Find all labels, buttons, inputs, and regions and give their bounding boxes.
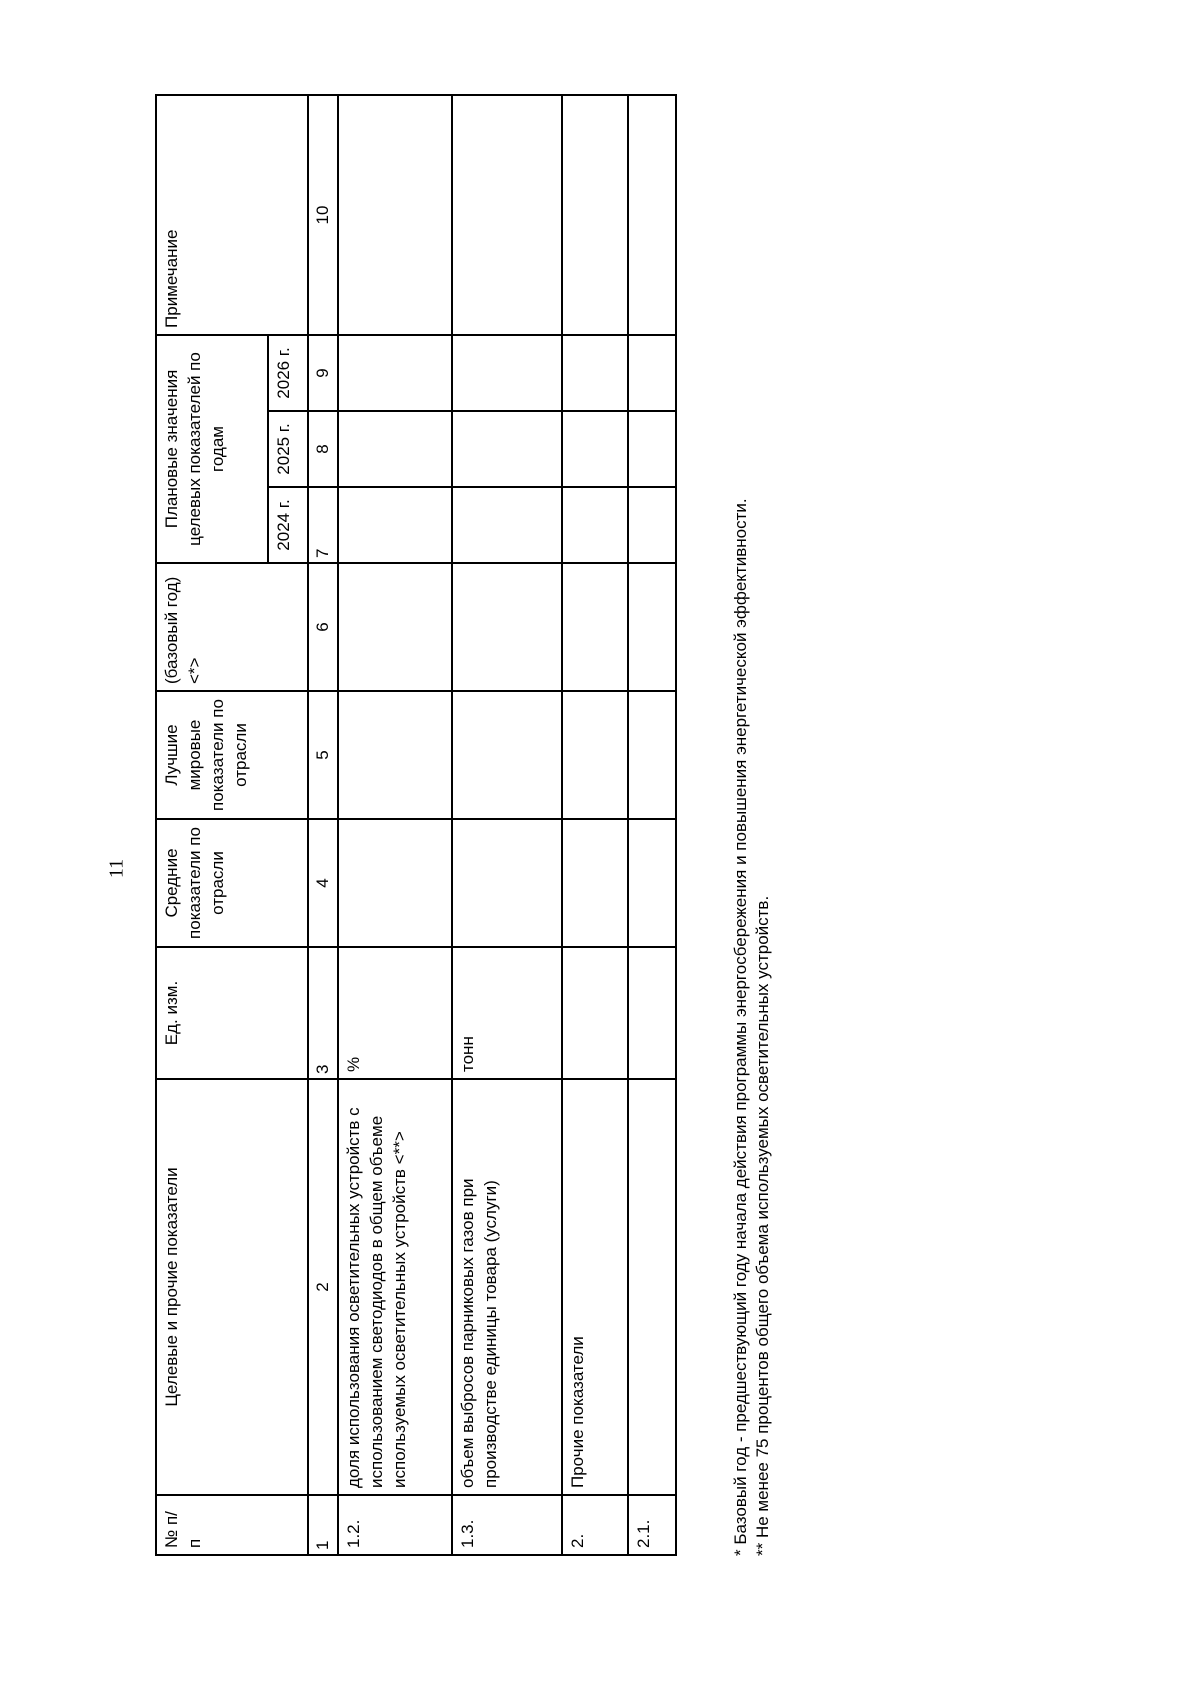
footnote-led: ** Не менее 75 процентов общего объема используемых осветительных устройств.	[753, 895, 772, 1556]
row-number: 2.	[562, 1495, 628, 1555]
col-number-5: 5	[308, 691, 338, 819]
header-average: Средние показатели по отрасли	[156, 819, 308, 947]
col-number-7: 7	[308, 487, 338, 563]
col-number-2: 2	[308, 1079, 338, 1495]
row-best-world	[338, 691, 452, 819]
row-average	[338, 819, 452, 947]
row-average	[562, 819, 628, 947]
row-number: 1.3.	[452, 1495, 562, 1555]
row-indicator: Прочие показатели	[562, 1079, 628, 1495]
page-number: 11	[105, 858, 128, 879]
header-note: Примечание	[156, 95, 308, 335]
row-base-year	[562, 563, 628, 691]
row-2026	[562, 335, 628, 411]
row-2026	[452, 335, 562, 411]
row-indicator	[628, 1079, 676, 1495]
row-best-world	[562, 691, 628, 819]
row-best-world	[452, 691, 562, 819]
header-no: № п/п	[156, 1495, 308, 1555]
col-number-10: 10	[308, 95, 338, 335]
row-unit: тонн	[452, 947, 562, 1079]
row-note	[338, 95, 452, 335]
row-average	[628, 819, 676, 947]
row-2025	[562, 411, 628, 487]
column-number-row	[308, 95, 338, 1555]
col-number-3: 3	[308, 947, 338, 1079]
footnotes	[730, 96, 774, 1556]
landscape-sheet	[155, 96, 795, 1556]
header-year-2025: 2025 г.	[268, 411, 308, 487]
row-2025	[338, 411, 452, 487]
row-indicator: объем выбросов парниковых газов при производстве единицы товара (услуги)	[452, 1079, 562, 1495]
row-base-year	[338, 563, 452, 691]
table-row	[452, 95, 562, 1555]
row-2024	[628, 487, 676, 563]
row-unit	[562, 947, 628, 1079]
row-2025	[452, 411, 562, 487]
row-indicator: доля использования осветительных устройств с использованием светодиодов в общем объеме используемых осветительных устройств <**>	[338, 1079, 452, 1495]
row-number: 1.2.	[338, 1495, 452, 1555]
row-2024	[562, 487, 628, 563]
row-base-year	[452, 563, 562, 691]
row-2026	[338, 335, 452, 411]
row-2026	[628, 335, 676, 411]
header-unit: Ед. изм.	[156, 947, 308, 1079]
header-year-2026: 2026 г.	[268, 335, 308, 411]
table-row	[338, 95, 452, 1555]
table-row	[562, 95, 628, 1555]
header-plan-values: Плановые значения целевых показателей по годам	[156, 335, 268, 563]
header-indicator: Целевые и прочие показатели	[156, 1079, 308, 1495]
indicators-table	[155, 94, 677, 1556]
row-note	[562, 95, 628, 335]
row-best-world	[628, 691, 676, 819]
row-unit: %	[338, 947, 452, 1079]
row-base-year	[628, 563, 676, 691]
row-average	[452, 819, 562, 947]
col-number-4: 4	[308, 819, 338, 947]
row-2025	[628, 411, 676, 487]
header-base-year: (базовый год) <*>	[156, 563, 308, 691]
col-number-6: 6	[308, 563, 338, 691]
col-number-9: 9	[308, 335, 338, 411]
row-2024	[452, 487, 562, 563]
header-best-world: Лучшие мировые показатели по отрасли	[156, 691, 308, 819]
row-unit	[628, 947, 676, 1079]
footnote-base-year: * Базовый год - предшествующий году начала действия программы энергосбережения и повышения энергетической эффективности.	[731, 498, 750, 1556]
table-row	[628, 95, 676, 1555]
row-number: 2.1.	[628, 1495, 676, 1555]
header-year-2024: 2024 г.	[268, 487, 308, 563]
col-number-1: 1	[308, 1495, 338, 1555]
row-note	[452, 95, 562, 335]
row-note	[628, 95, 676, 335]
row-2024	[338, 487, 452, 563]
col-number-8: 8	[308, 411, 338, 487]
